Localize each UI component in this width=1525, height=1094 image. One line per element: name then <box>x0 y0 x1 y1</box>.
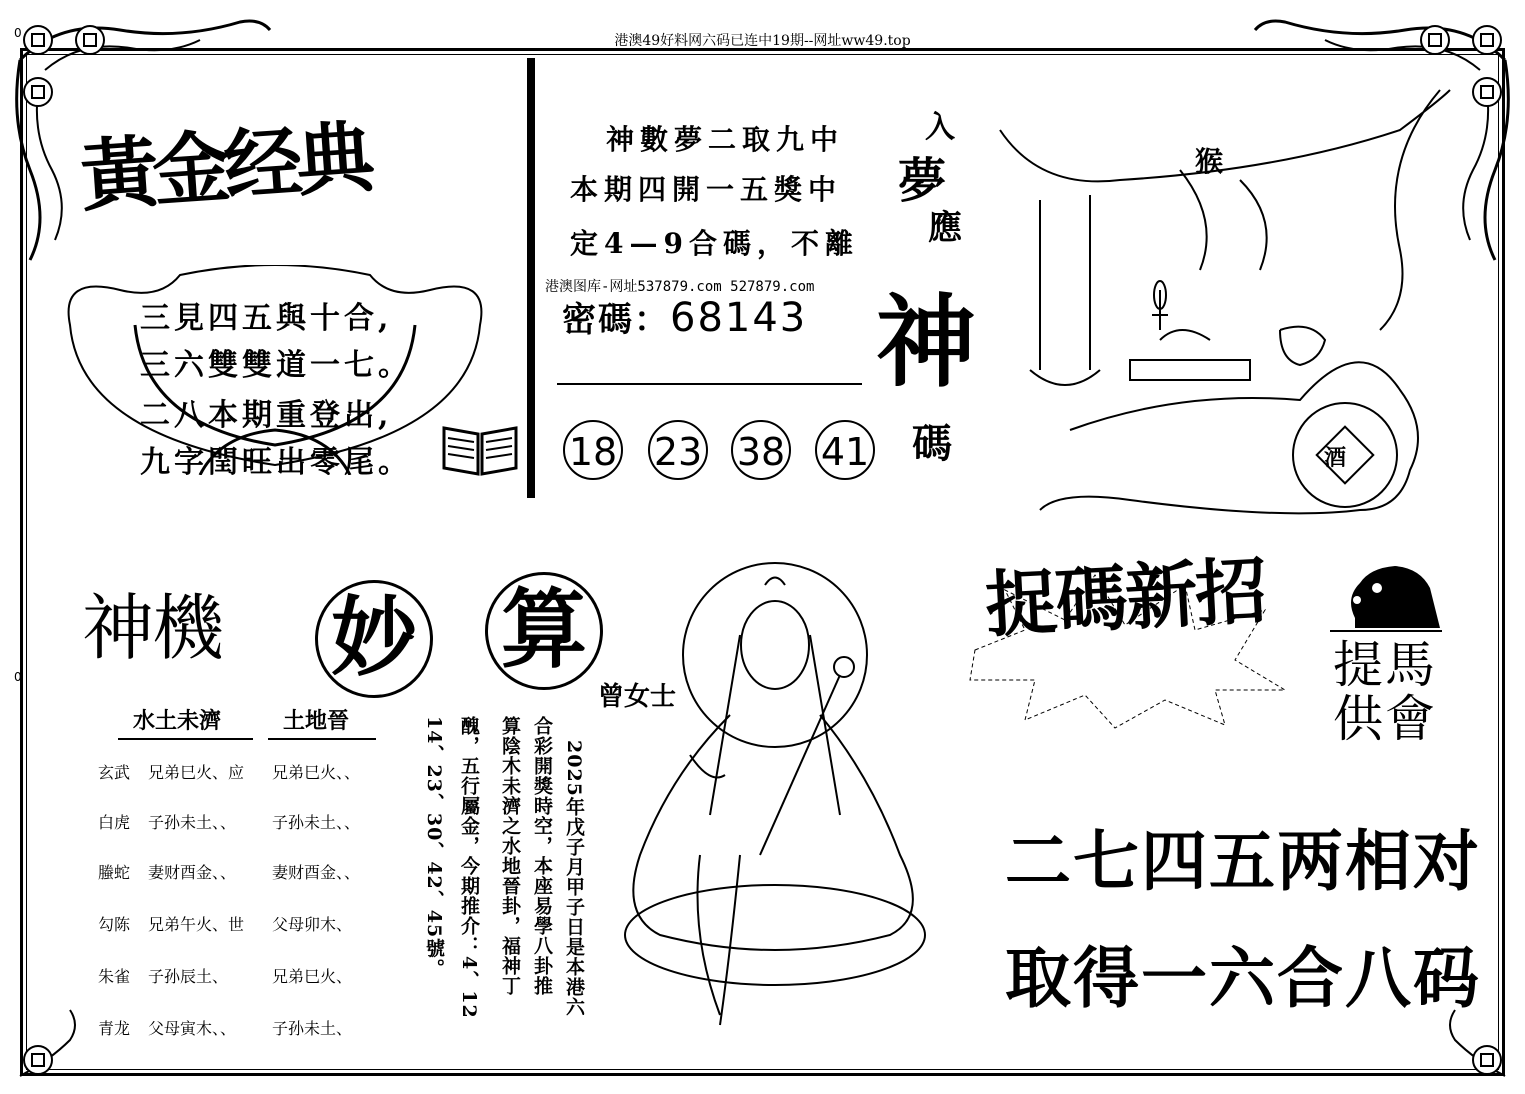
dream-line-3: 定4—9合碼，不離 <box>570 227 859 260</box>
hint-line-2: 取得一六合八码 <box>1005 940 1481 1017</box>
vertical-divider <box>527 58 535 498</box>
prediction-column: 醜，五行屬金，今期推介：4、12 <box>458 716 480 1019</box>
author-name: 曾女士 <box>598 682 677 712</box>
gua1-row-value: 子孙辰土、 <box>148 967 229 986</box>
horizontal-rule <box>557 383 862 385</box>
gua1-row-name: 勾陈 <box>98 915 131 934</box>
gold-classic-title: 黃金经典 <box>77 112 372 223</box>
gua1-row-value: 父母寅木、、 <box>148 1019 237 1038</box>
gua1-row-name: 朱雀 <box>98 967 131 986</box>
secret-label: 密碼： <box>562 300 670 340</box>
gua1-row-name: 玄武 <box>98 763 131 782</box>
gua2-row: 子孙未土、、 <box>272 813 361 832</box>
gua1-row-value: 妻财酉金、、 <box>148 863 237 882</box>
gua1-row-value: 子孙未土、、 <box>148 813 237 832</box>
poem-line-4: 九字閏旺出零尾。 <box>140 445 412 480</box>
gua1-heading: 水土未濟 <box>133 709 222 734</box>
prediction-column: 14、23、30、42、45號。 <box>423 716 445 979</box>
vertical-title-char: 入 <box>925 110 955 145</box>
gua2-row: 子孙未土、 <box>272 1019 353 1038</box>
zodiac-tag: 猴 <box>1195 145 1224 178</box>
website-text: 港澳图库-网址537879.com 527879.com <box>545 279 815 295</box>
secret-value: 68143 <box>670 295 808 341</box>
vertical-title-char: 應 <box>928 208 962 248</box>
dream-line-2: 本期四開一五獎中 <box>570 173 843 206</box>
horse-head-icon <box>1335 558 1445 630</box>
gua1-row-value: 兄弟巳火、应 <box>148 763 245 782</box>
number-ball: 38 <box>731 420 791 480</box>
vertical-title-char: 夢 <box>898 153 947 209</box>
shenji-title: 神機 <box>82 586 223 670</box>
secret-code <box>562 292 807 341</box>
gua2-underline <box>268 738 376 740</box>
gua2-row: 兄弟巳火、、 <box>272 763 361 782</box>
book-icon <box>440 420 520 480</box>
edge-mark-mid: 0 <box>14 670 22 684</box>
prediction-column: 算陰木未濟之水地晉卦，福神丁 <box>499 716 521 996</box>
dream-line-1: 神數夢二取九中 <box>606 123 845 156</box>
gua1-row-value: 兄弟午火、世 <box>148 915 245 934</box>
gua2-heading: 土地晉 <box>283 709 350 734</box>
number-ball: 18 <box>563 420 623 480</box>
gua2-row: 兄弟巳火、 <box>272 967 353 986</box>
jar-label: 酒 <box>1323 446 1347 471</box>
number-ball: 23 <box>648 420 708 480</box>
horse-text-2: 供會 <box>1333 690 1437 748</box>
gua2-row: 妻财酉金、、 <box>272 863 361 882</box>
prediction-column: 合彩開獎時空，本座易學八卦推 <box>531 716 553 996</box>
gua1-row-name: 白虎 <box>98 813 131 832</box>
vertical-title-char: 神 <box>876 283 976 401</box>
catch-title: 捉碼新招 <box>983 547 1268 648</box>
gua1-underline <box>118 738 253 740</box>
gua1-row-name: 螣蛇 <box>98 863 131 882</box>
suan-circle: 算 <box>485 572 603 690</box>
horse-underline <box>1330 630 1442 632</box>
gua2-row: 父母卯木、 <box>272 915 353 934</box>
sleeping-scholar-illustration <box>980 70 1470 530</box>
site-header-text: 港澳49好料网六码已连中19期--网址ww49.top <box>614 33 911 49</box>
horse-text-1: 提馬 <box>1333 636 1437 694</box>
poem-line-2: 三六雙雙道一七。 <box>140 348 412 383</box>
edge-mark: 0 <box>14 26 22 40</box>
vertical-title-char: 碼 <box>912 420 952 467</box>
hint-line-1: 二七四五两相对 <box>1005 823 1481 900</box>
prediction-column: 2025年戊子月甲子日是本港六 <box>563 740 585 1017</box>
poem-line-1: 三見四五與十合, <box>140 301 393 336</box>
miao-circle: 妙 <box>315 580 433 698</box>
gua1-row-name: 青龙 <box>98 1019 131 1038</box>
poem-line-3: 二八本期重登出, <box>140 398 393 433</box>
goddess-illustration <box>600 555 940 1060</box>
number-ball: 41 <box>815 420 875 480</box>
